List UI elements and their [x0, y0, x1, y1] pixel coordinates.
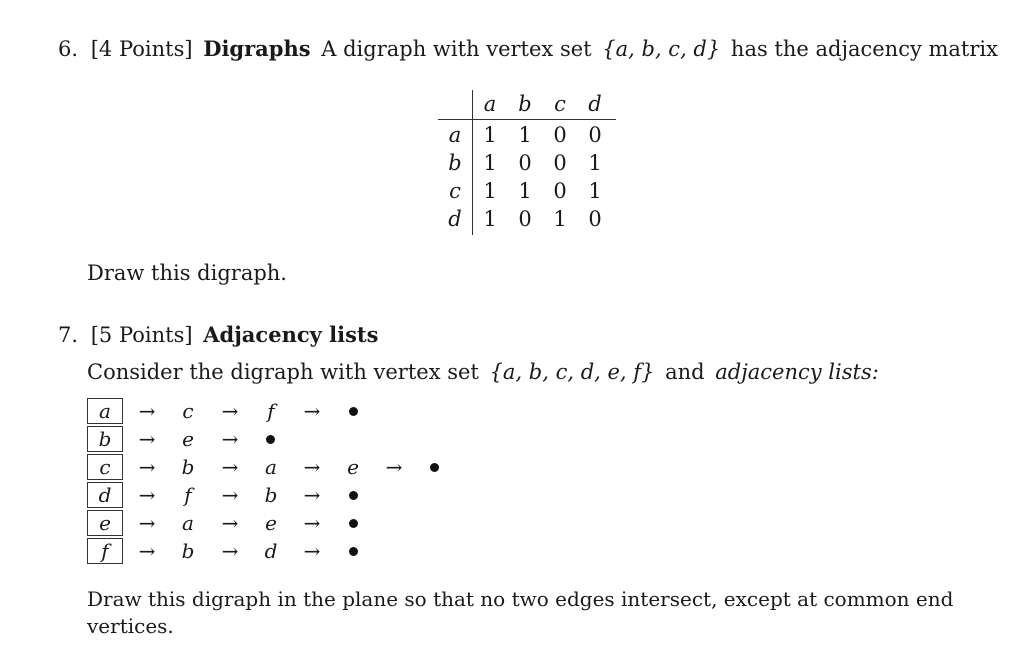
arrow: →: [221, 539, 239, 563]
arrow: →: [303, 511, 321, 535]
matrix-header-rule: [438, 119, 616, 120]
list-item: b: [264, 483, 278, 507]
list-item: f: [184, 483, 192, 507]
q7-intro-and: and: [665, 360, 705, 384]
q6-points: [4 Points]: [90, 37, 193, 61]
list-item: b: [181, 455, 195, 479]
list-item: c: [182, 399, 194, 423]
matrix-cell: 0: [518, 207, 532, 231]
adjacency-lists: [87, 398, 487, 568]
null-terminator: [430, 463, 439, 472]
list-head: b: [87, 426, 123, 452]
matrix-cell: 1: [483, 207, 497, 231]
q7-intro-emph: adjacency lists:: [715, 360, 879, 384]
matrix-cell: 1: [518, 123, 532, 147]
list-item: e: [182, 427, 194, 451]
q7-instruction-line2: vertices.: [87, 614, 174, 638]
matrix-cell: 0: [553, 151, 567, 175]
matrix-cell: 0: [553, 123, 567, 147]
q7-vertex-set: {a, b, c, d, e, f}: [489, 360, 655, 384]
matrix-cell: 1: [483, 123, 497, 147]
matrix-col-header: a: [483, 92, 497, 116]
matrix-row-label: b: [448, 151, 462, 175]
matrix-cell: 1: [483, 179, 497, 203]
q6-heading: [58, 38, 998, 60]
q7-title: Adjacency lists: [203, 322, 379, 347]
list-head: d: [87, 482, 123, 508]
arrow: →: [221, 455, 239, 479]
arrow: →: [221, 511, 239, 535]
matrix-cell: 0: [588, 207, 602, 231]
arrow: →: [303, 399, 321, 423]
matrix-cell: 1: [518, 179, 532, 203]
arrow: →: [385, 455, 403, 479]
q7-instruction-line1: Draw this digraph in the plane so that no two edges intersect, except at common end: [87, 587, 954, 611]
arrow: →: [303, 539, 321, 563]
matrix-cell: 1: [553, 207, 567, 231]
q6-text2: has the adjacency matrix: [730, 37, 998, 61]
matrix-row-label: a: [448, 123, 462, 147]
arrow: →: [138, 539, 156, 563]
matrix-col-header: d: [588, 92, 602, 116]
matrix-cell: 0: [518, 151, 532, 175]
matrix-cell: 1: [588, 151, 602, 175]
matrix-cell: 0: [588, 123, 602, 147]
arrow: →: [303, 455, 321, 479]
null-terminator: [266, 435, 275, 444]
arrow: →: [221, 483, 239, 507]
list-item: a: [182, 511, 194, 535]
adjacency-matrix: [438, 90, 618, 240]
matrix-row-label: d: [448, 207, 462, 231]
arrow: →: [221, 399, 239, 423]
arrow: →: [303, 483, 321, 507]
list-item: f: [267, 399, 275, 423]
arrow: →: [138, 427, 156, 451]
arrow: →: [138, 455, 156, 479]
list-head: f: [87, 538, 123, 564]
q6-title: Digraphs: [203, 36, 311, 61]
null-terminator: [349, 491, 358, 500]
matrix-cell: 0: [553, 179, 567, 203]
arrow: →: [138, 483, 156, 507]
q6-instruction: Draw this digraph.: [87, 261, 287, 285]
matrix-row-label: c: [449, 179, 461, 203]
null-terminator: [349, 519, 358, 528]
list-head: c: [87, 454, 123, 480]
q7-points: [5 Points]: [90, 323, 193, 347]
list-item: e: [265, 511, 277, 535]
q6-number: 6.: [58, 37, 79, 61]
matrix-cell: 1: [483, 151, 497, 175]
matrix-cell: 1: [588, 179, 602, 203]
matrix-col-header: c: [554, 92, 566, 116]
arrow: →: [138, 511, 156, 535]
q7-intro-text: Consider the digraph with vertex set: [87, 360, 479, 384]
list-item: e: [347, 455, 359, 479]
q7-intro: [87, 362, 879, 383]
list-item: a: [265, 455, 277, 479]
arrow: →: [138, 399, 156, 423]
q7-heading: [58, 324, 378, 346]
arrow: →: [221, 427, 239, 451]
q6-text: A digraph with vertex set: [321, 37, 592, 61]
null-terminator: [349, 547, 358, 556]
list-head: e: [87, 510, 123, 536]
list-item: b: [181, 539, 195, 563]
q7-number: 7.: [58, 323, 79, 347]
null-terminator: [349, 407, 358, 416]
matrix-col-header: b: [518, 92, 532, 116]
list-head: a: [87, 398, 123, 424]
q6-vertex-set: {a, b, c, d}: [602, 37, 721, 61]
list-item: d: [264, 539, 278, 563]
